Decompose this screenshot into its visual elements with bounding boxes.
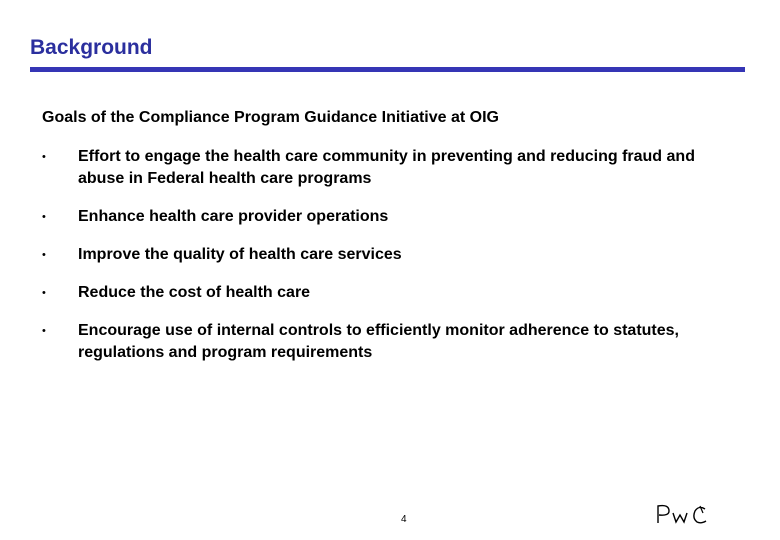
bullet-item (42, 244, 722, 266)
bullet-text: Encourage use of internal controls to efficiently monitor adherence to statutes, regulations and program requirements (78, 322, 679, 361)
bullet-text: Enhance health care provider operations (78, 208, 389, 225)
bullet-text: Effort to engage the health care community in preventing and reducing fraud and abuse in Federal health care programs (78, 148, 695, 187)
slide-title: Background (30, 36, 153, 59)
bullet-text: Reduce the cost of health care (78, 284, 311, 301)
bullet-text: Improve the quality of health care services (78, 246, 402, 263)
bullet-dot: • (42, 211, 46, 223)
bullet-dot: • (42, 151, 46, 163)
bullet-item (42, 320, 722, 364)
page-number: 4 (401, 514, 407, 525)
bullet-item (42, 282, 722, 304)
pwc-logo (655, 503, 711, 525)
bullet-dot: • (42, 325, 46, 337)
bullet-dot: • (42, 249, 46, 261)
bullet-item (42, 146, 722, 190)
bullet-dot: • (42, 287, 46, 299)
slide-subtitle: Goals of the Compliance Program Guidance Initiative at OIG (42, 109, 499, 126)
bullet-item (42, 206, 722, 228)
title-underline (30, 67, 745, 72)
bullet-list (42, 146, 722, 380)
